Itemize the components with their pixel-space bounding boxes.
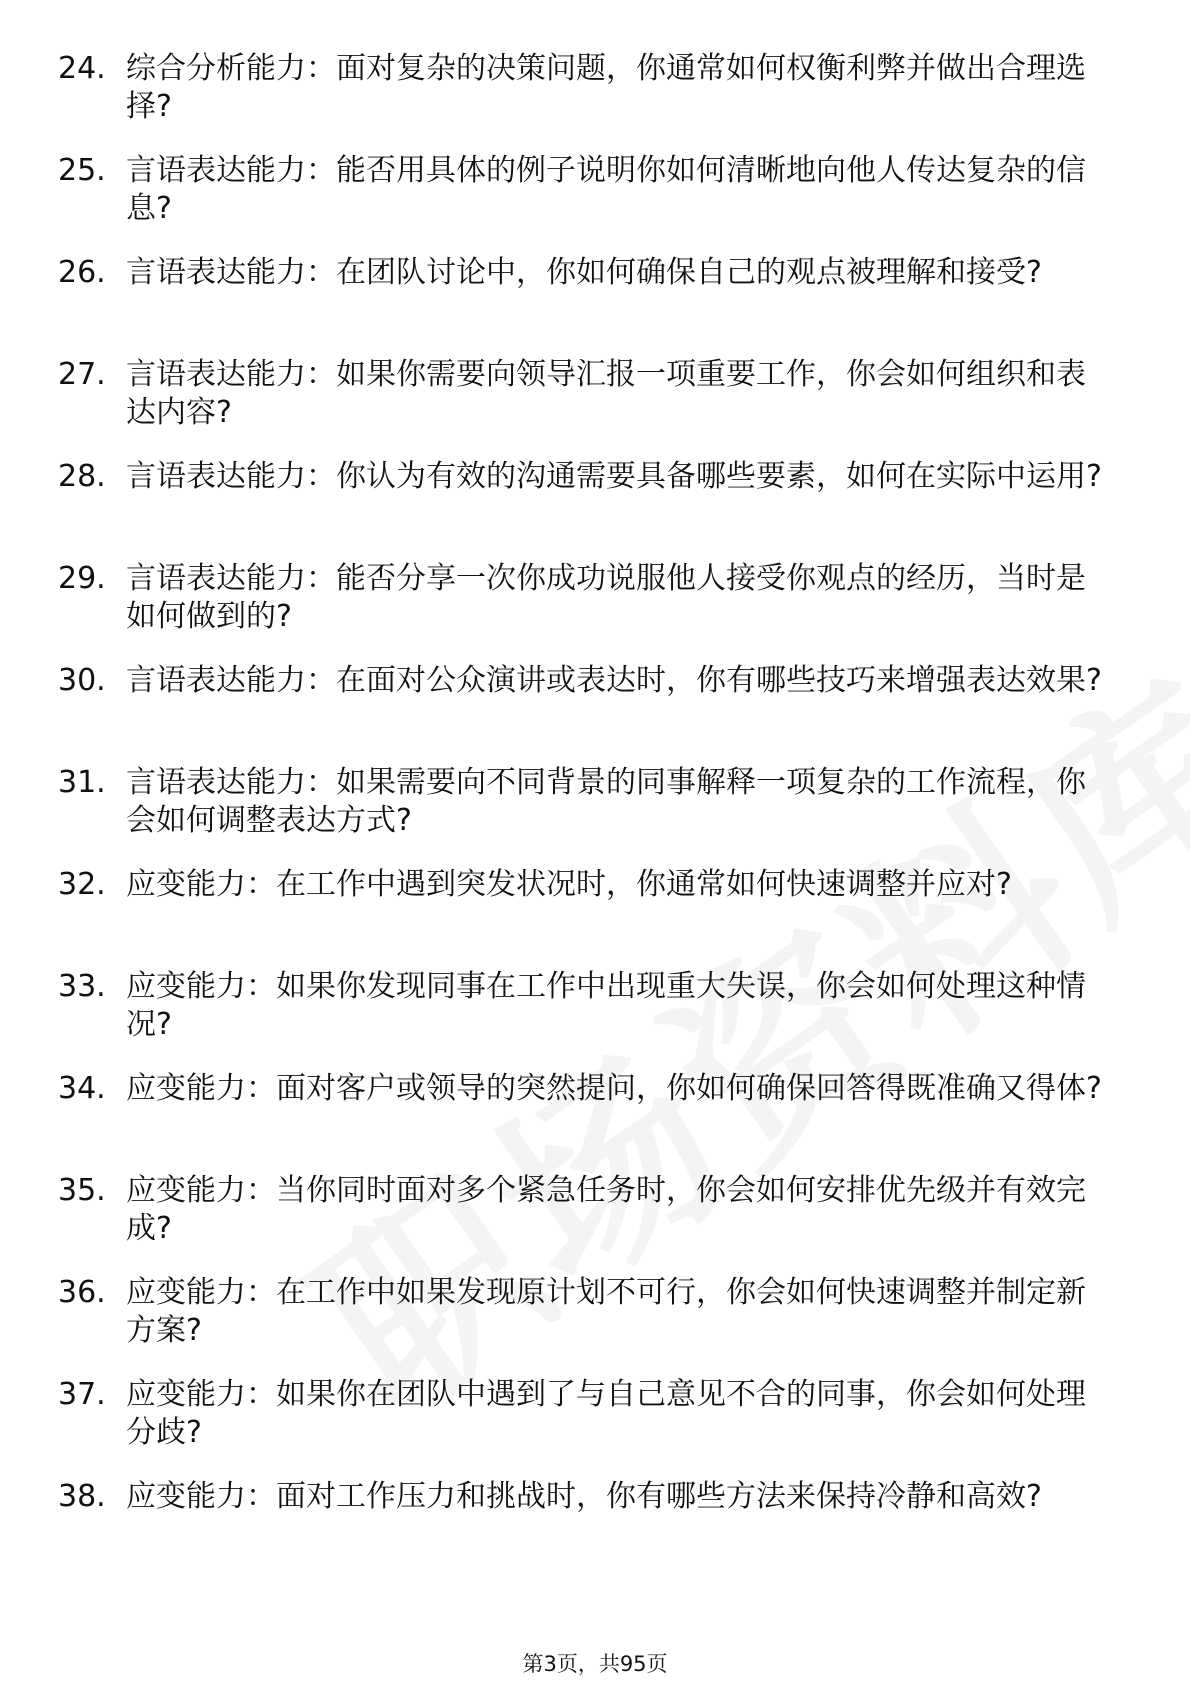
question-list xyxy=(58,50,1118,1580)
question-item-38 xyxy=(58,1478,1118,1580)
question-item-33 xyxy=(58,968,1118,1070)
question-text: 言语表达能力：你认为有效的沟通需要具备哪些要素，如何在实际中运用? xyxy=(126,459,1102,494)
question-item-26 xyxy=(58,254,1118,356)
question-item-31 xyxy=(58,764,1118,866)
question-number: 25. xyxy=(58,153,106,188)
question-item-28 xyxy=(58,458,1118,560)
question-text: 言语表达能力：在团队讨论中，你如何确保自己的观点被理解和接受? xyxy=(126,255,1042,290)
question-text: 应变能力：当你同时面对多个紧急任务时，你会如何安排优先级并有效完成? xyxy=(126,1173,1086,1246)
question-text: 应变能力：面对客户或领导的突然提问，你如何确保回答得既准确又得体? xyxy=(126,1071,1102,1106)
question-number: 36. xyxy=(58,1275,106,1310)
question-item-34 xyxy=(58,1070,1118,1172)
question-number: 32. xyxy=(58,867,106,902)
question-text: 言语表达能力：如果需要向不同背景的同事解释一项复杂的工作流程，你会如何调整表达方式? xyxy=(126,765,1086,838)
question-item-29 xyxy=(58,560,1118,662)
question-text: 应变能力：在工作中遇到突发状况时，你通常如何快速调整并应对? xyxy=(126,867,1012,902)
question-number: 27. xyxy=(58,357,106,392)
question-number: 38. xyxy=(58,1479,106,1514)
question-text: 应变能力：在工作中如果发现原计划不可行，你会如何快速调整并制定新方案? xyxy=(126,1275,1086,1348)
question-text: 言语表达能力：如果你需要向领导汇报一项重要工作，你会如何组织和表达内容? xyxy=(126,357,1086,430)
question-text: 言语表达能力：能否用具体的例子说明你如何清晰地向他人传达复杂的信息? xyxy=(126,153,1086,226)
question-number: 35. xyxy=(58,1173,106,1208)
question-item-37 xyxy=(58,1376,1118,1478)
question-item-30 xyxy=(58,662,1118,764)
question-item-25 xyxy=(58,152,1118,254)
question-number: 37. xyxy=(58,1377,106,1412)
question-number: 33. xyxy=(58,969,106,1004)
question-number: 29. xyxy=(58,561,106,596)
question-number: 26. xyxy=(58,255,106,290)
question-text: 综合分析能力：面对复杂的决策问题，你通常如何权衡利弊并做出合理选择? xyxy=(126,51,1086,124)
question-text: 言语表达能力：在面对公众演讲或表达时，你有哪些技巧来增强表达效果? xyxy=(126,663,1102,698)
question-item-35 xyxy=(58,1172,1118,1274)
question-item-36 xyxy=(58,1274,1118,1376)
question-item-24 xyxy=(58,50,1118,152)
question-text: 言语表达能力：能否分享一次你成功说服他人接受你观点的经历，当时是如何做到的? xyxy=(126,561,1086,634)
question-number: 34. xyxy=(58,1071,106,1106)
page-footer: 第3页，共95页 xyxy=(522,1652,668,1676)
question-text: 应变能力：面对工作压力和挑战时，你有哪些方法来保持冷静和高效? xyxy=(126,1479,1042,1514)
question-number: 28. xyxy=(58,459,106,494)
question-number: 24. xyxy=(58,51,106,86)
question-item-27 xyxy=(58,356,1118,458)
question-text: 应变能力：如果你发现同事在工作中出现重大失误，你会如何处理这种情况? xyxy=(126,969,1086,1042)
question-item-32 xyxy=(58,866,1118,968)
question-number: 30. xyxy=(58,663,106,698)
question-number: 31. xyxy=(58,765,106,800)
question-text: 应变能力：如果你在团队中遇到了与自己意见不合的同事，你会如何处理分歧? xyxy=(126,1377,1086,1450)
